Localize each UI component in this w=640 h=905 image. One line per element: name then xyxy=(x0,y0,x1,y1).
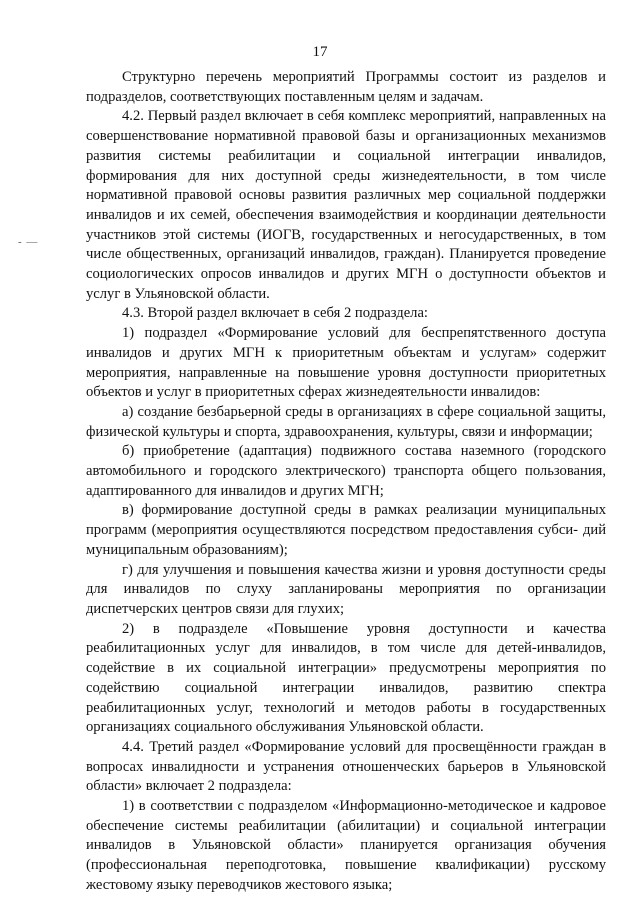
paragraph-4-3-1-g: г) для улучшения и повышения качества жизни и уровня доступности среды для инвалидов по слуху запланированы мероприятия по организации диспетчерских центров связи для глухих; xyxy=(86,561,606,617)
paragraph-4-3: 4.3. Второй раздел включает в себя 2 подраздела: xyxy=(122,305,428,322)
paragraph-4-3-1-a: а) создание безбарьерной среды в организациях в сфере социальной защиты, физической культуры и спорта, здравоохранения, культуры, связи и информации; xyxy=(86,403,606,440)
paragraph-4-4: 4.4. Третий раздел «Формирование условий для просвещённости граждан в вопросах инвалидности и устранения отношенческих барьеров в Ульяновской области» включает 2 подраздела: xyxy=(86,738,606,795)
paragraph-4-3-1: 1) подраздел «Формирование условий для беспрепятственного доступа инвалидов и других МГН к приоритетным объектам и услугам» содержит мероприятия, направленные на повышение уровня доступности приоритетных объектов и услуг в приоритетных сферах жизнедеятельности инвалидов: xyxy=(86,325,606,401)
paragraph-intro: Структурно перечень мероприятий Программы состоит из разделов и подразделов, соответствующих поставленным целям и задачам. xyxy=(86,69,606,105)
margin-mark: - — xyxy=(18,236,39,248)
paragraph-4-2: 4.2. Первый раздел включает в себя комплекс мероприятий, направленных на совершенствование нормативной правовой базы и организационных механизмов развития системы реабилитации и социальной интеграции инвалидов, формирования для них доступной среды жизнедеятельности, в том числе нормативной правовой основы развития различных мер социальной поддержки инвалидов и их семей, обеспечения взаимодействия и координации деятельности участников этой системы (ИОГВ, государственных и негосударственных, в том числе общественных, организаций инвалидов, граждан). Планируется проведение социологических опросов инвалидов и других МГН о доступности объектов и услуг в Ульяновской области. xyxy=(86,108,606,302)
paragraph-4-3-2: 2) в подразделе «Повышение уровня доступности и качества реабилитационных услуг для инвалидов, в том числе для детей-инвалидов, содействие в их социальной интеграции» предусмотрены мероприятия по содействию социальной интеграции инвалидов, развитию спектра реабилитационных услуг, технологий и методов работы в государственных организациях социального обслуживания Ульяновской области. xyxy=(86,620,606,736)
body-text xyxy=(86,68,606,896)
paragraph-4-4-1: 1) в соответствии с подразделом «Информационно-методическое и кадровое обеспечение системы реабилитации (абилитации) и социальной интеграции инвалидов в Ульяновской области» планируется организация обучения (профессиональная переподготовка, повышение квалификации) русскому жестовому языку переводчиков жестового языка; xyxy=(86,798,606,893)
paragraph-4-3-1-b: б) приобретение (адаптация) подвижного состава наземного (городского автомобильного и городского электрического) транспорта общего пользования, адаптированного для инвалидов и других МГН; xyxy=(86,443,606,499)
paragraph-4-3-1-v: в) формирование доступной среды в рамках реализации муниципальных программ (мероприятия осуществляются посредством предоставления субси- дий муниципальным образованиям); xyxy=(86,502,606,558)
page-number: 17 xyxy=(312,44,328,60)
